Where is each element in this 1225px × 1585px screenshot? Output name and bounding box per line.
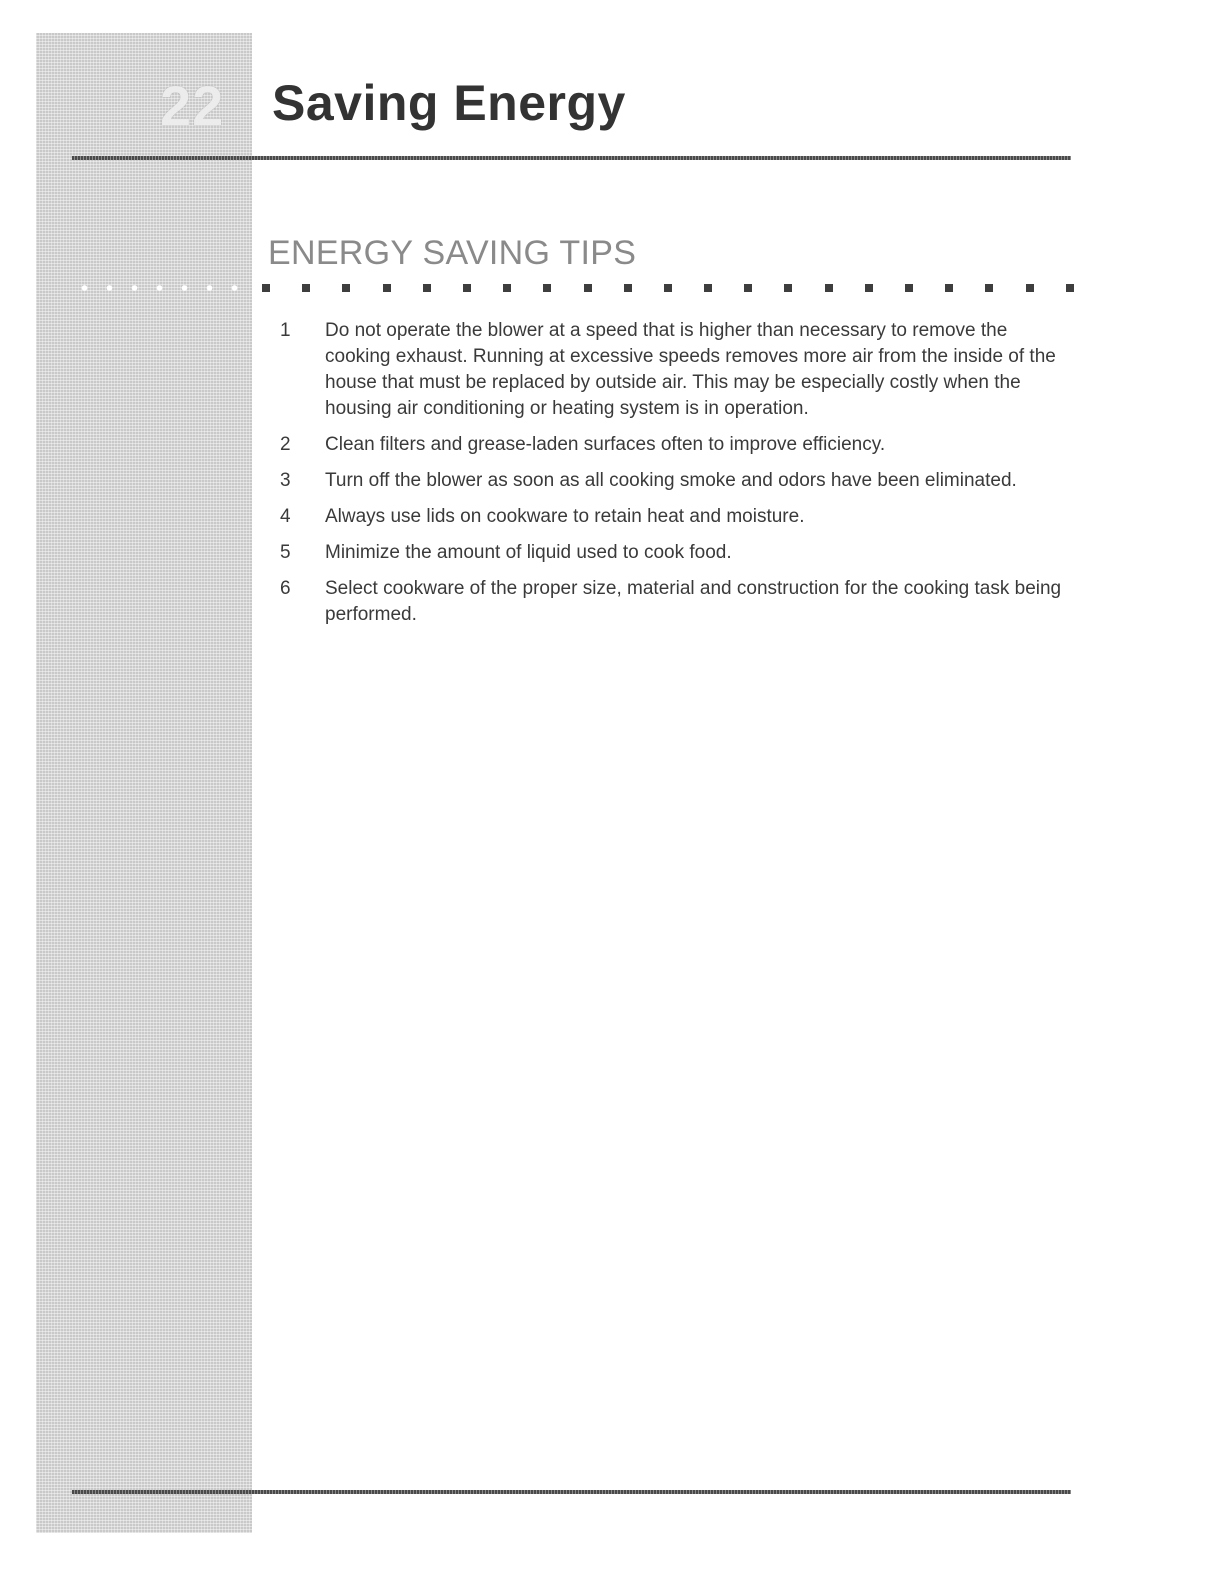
tip-number: 2 bbox=[280, 434, 291, 455]
tip-text: Do not operate the blower at a speed that is higher than necessary to remove the cooking exhaust. Running at excessive speeds removes more air from the inside of the house that must be replaced by outside air. This may be especially costly when the housing air conditioning or heating system is in operation. bbox=[325, 320, 1056, 419]
tip-number: 6 bbox=[280, 578, 291, 599]
tip-text: Turn off the blower as soon as all cooking smoke and odors have been eliminated. bbox=[325, 470, 1017, 491]
list-item bbox=[280, 504, 1070, 530]
tip-text: Always use lids on cookware to retain heat and moisture. bbox=[325, 506, 805, 527]
tip-text: Minimize the amount of liquid used to cook food. bbox=[325, 542, 732, 563]
tip-number: 3 bbox=[280, 470, 291, 491]
chapter-title: Saving Energy bbox=[272, 75, 626, 131]
list-item bbox=[280, 432, 1070, 458]
tips-list bbox=[280, 318, 1070, 638]
section-heading: ENERGY SAVING TIPS bbox=[268, 234, 637, 272]
list-item bbox=[280, 540, 1070, 566]
header-rule bbox=[72, 156, 1071, 160]
list-item bbox=[280, 576, 1070, 628]
sidebar-band bbox=[36, 33, 252, 1533]
dotted-divider bbox=[262, 284, 1074, 292]
chapter-number: 22 bbox=[160, 74, 225, 137]
tip-text: Clean filters and grease-laden surfaces often to improve efficiency. bbox=[325, 434, 886, 455]
tip-number: 5 bbox=[280, 542, 291, 563]
tip-text: Select cookware of the proper size, material and construction for the cooking task being performed. bbox=[325, 578, 1062, 625]
footer-rule bbox=[72, 1490, 1071, 1494]
tip-number: 4 bbox=[280, 506, 291, 527]
list-item bbox=[280, 318, 1070, 422]
list-item bbox=[280, 468, 1070, 494]
tip-number: 1 bbox=[280, 320, 291, 341]
sidebar-dot-row bbox=[72, 284, 252, 292]
